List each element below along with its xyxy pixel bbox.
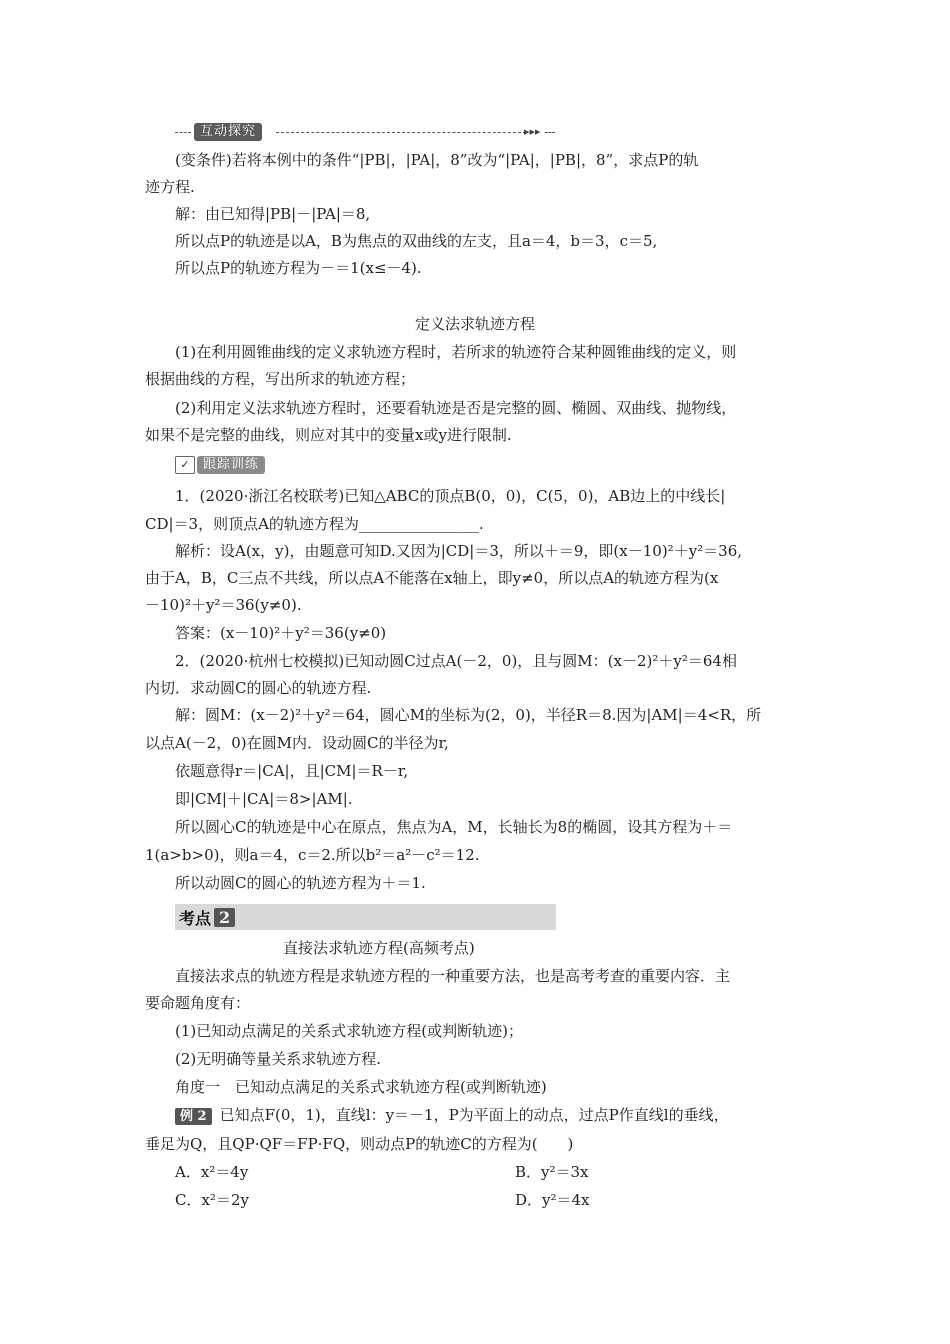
training-line-4: 由于A，B，C三点不共线，所以点A不能落在x轴上，即y≠0，所以点A的轨迹方程为(x	[145, 569, 719, 587]
kaodian-line-3: (1)已知动点满足的关系式求轨迹方程(或判断轨迹)；	[175, 1022, 523, 1040]
method-title: 定义法求轨迹方程	[414, 315, 535, 333]
kaodian-line-1: 直接法求点的轨迹方程是求轨迹方程的一种重要方法，也是高考考查的重要内容．主	[175, 967, 731, 985]
example-line-2: 垂足为Q，且QP·QF＝FP·FQ，则动点P的轨迹C的方程为( )	[145, 1135, 574, 1153]
option-a: A．x²＝4y	[175, 1163, 249, 1181]
training-line-5: －10)²＋y²＝36(y≠0).	[145, 596, 302, 614]
training-line-3: 解析：设A(x，y)，由题意可知D.又因为|CD|＝3，所以＋＝9，即(x－10)²＋y²＝36,	[175, 542, 743, 560]
interactive-explore-tag	[194, 123, 262, 141]
option-c: C．x²＝2y	[175, 1191, 249, 1209]
training-line-10: 以点A(－2，0)在圆M内．设动圆C的半径为r,	[145, 734, 449, 752]
tracking-training-tag	[175, 456, 265, 474]
method-line-3: (2)利用定义法求轨迹方程时，还要看轨迹是否是完整的圆、椭圆、双曲线、抛物线，	[175, 399, 737, 417]
training-line-7: 2．(2020·杭州七校模拟)已知动圆C过点A(－2，0)，且与圆M：(x－2)²＋y²＝64相	[175, 652, 737, 670]
section1-line-5: 所以点P的轨迹方程为－＝1(x≤－4).	[175, 259, 422, 277]
training-line-12: 即|CM|＋|CA|＝8>|AM|.	[175, 790, 353, 808]
training-answer: 答案：(x－10)²＋y²＝36(y≠0)	[175, 624, 387, 642]
kaodian-number: 2	[214, 908, 235, 927]
option-b: B．y²＝3x	[515, 1163, 589, 1181]
example-label: 例 2	[175, 1108, 212, 1125]
kaodian-line-4: (2)无明确等量关系求轨迹方程.	[175, 1050, 382, 1068]
training-line-13: 所以圆心C的轨迹是中心在原点，焦点为A，M，长轴长为8的椭圆，设其方程为＋＝	[175, 818, 733, 836]
training-line-11: 依题意得r＝|CA|，且|CM|＝R－r,	[175, 762, 409, 780]
interactive-explore-label: 互动探究	[194, 123, 262, 141]
tag-right-dash	[276, 132, 526, 133]
tracking-training-label: 跟踪训练	[197, 456, 265, 474]
section1-line-2: 迹方程.	[145, 178, 195, 196]
tag-right-dash-end	[545, 132, 555, 133]
kaodian-angle-1: 角度一 已知动点满足的关系式求轨迹方程(或判断轨迹)	[175, 1078, 547, 1096]
arrow-icon: ▸▸▸	[524, 125, 541, 138]
kaodian-line-2: 要命题角度有：	[145, 994, 251, 1012]
training-line-8: 内切．求动圆C的圆心的轨迹方程.	[145, 679, 372, 697]
method-line-4: 如果不是完整的曲线，则应对其中的变量x或y进行限制.	[145, 426, 512, 444]
option-d: D．y²＝4x	[515, 1191, 590, 1209]
training-line-9: 解：圆M：(x－2)²＋y²＝64，圆心M的坐标为(2，0)，半径R＝8.因为|AM|＝4<R，所	[175, 706, 762, 724]
training-line-15: 所以动圆C的圆心的轨迹方程为＋＝1.	[175, 874, 426, 892]
method-line-1: (1)在利用圆锥曲线的定义求轨迹方程时，若所求的轨迹符合某种圆锥曲线的定义，则	[175, 343, 737, 361]
kaodian-label: 考点	[179, 909, 212, 928]
example-line-1	[175, 1104, 729, 1128]
check-icon: ✓	[175, 456, 195, 474]
training-line-2: CD|＝3，则顶点A的轨迹方程为________________.	[145, 515, 484, 533]
kaodian-bar	[175, 904, 556, 930]
section1-line-1: (变条件)若将本例中的条件“|PB|，|PA|，8”改为“|PA|，|PB|，8”，求点P的轨	[175, 151, 699, 169]
example-text-1: 已知点F(0，1)，直线l：y＝－1，P为平面上的动点，过点P作直线l的垂线，	[219, 1106, 729, 1124]
tag-left-dash	[175, 132, 191, 133]
training-line-1: 1．(2020·浙江名校联考)已知△ABC的顶点B(0，0)，C(5，0)，AB边上的中线长|	[175, 487, 726, 505]
kaodian-title: 直接法求轨迹方程(高频考点)	[283, 939, 475, 957]
method-line-2: 根据曲线的方程，写出所求的轨迹方程；	[145, 370, 416, 388]
section1-line-4: 所以点P的轨迹是以A，B为焦点的双曲线的左支，且a＝4，b＝3，c＝5,	[175, 232, 658, 250]
training-line-14: 1(a>b>0)，则a＝4，c＝2.所以b²＝a²－c²＝12.	[145, 846, 480, 864]
section1-line-3: 解：由已知得|PB|－|PA|＝8,	[175, 205, 371, 223]
